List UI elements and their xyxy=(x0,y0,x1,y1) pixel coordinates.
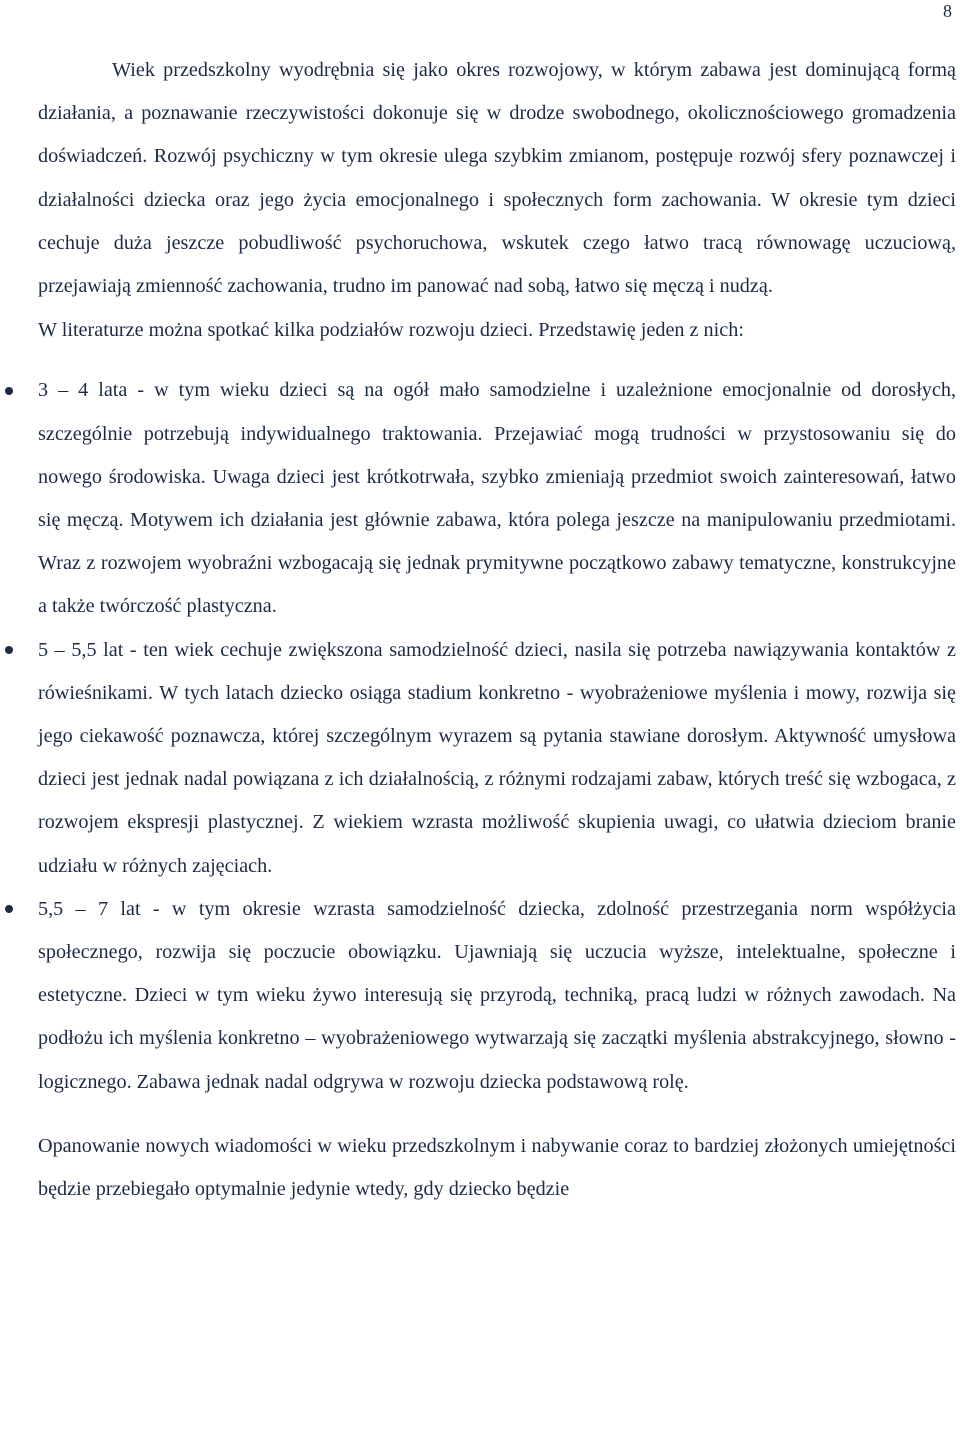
bullet-icon xyxy=(5,369,14,412)
list-item-stage-3 xyxy=(38,888,956,1104)
list-item-text: 5,5 – 7 lat - w tym okresie wzrasta samodzielność dziecka, zdolność przestrzegania norm współżycia społecznego, rozwija się poczucie obowiązku. Ujawniają się uczucia wyższe, intelektualne, społeczne i estetyczne. Dzieci w tym wieku żywo interesują się przyrodą, techniką, pracą ludzi w różnych zawodach. Na podłożu ich myślenia konkretno – wyobrażeniowego wytwarzają się zaczątki myślenia abstrakcyjnego, słowno - logicznego. Zabawa jednak nadal odgrywa w rozwoju dziecka podstawową rolę. xyxy=(38,897,956,1093)
closing-paragraph: Opanowanie nowych wiadomości w wieku przedszkolnym i nabywanie coraz to bardziej złożonych umiejętności będzie przebiegało optymalnie jedynie wtedy, gdy dziecko będzie xyxy=(38,1134,956,1201)
list-item-stage-1 xyxy=(38,369,956,628)
document-body xyxy=(38,49,956,1211)
development-stages-list xyxy=(38,369,956,1103)
list-item-text: 5 – 5,5 lat - ten wiek cechuje zwiększona samodzielność dzieci, nasila się potrzeba nawiązywania kontaktów z rówieśnikami. W tych latach dziecko osiąga stadium konkretno - wyobrażeniowe myślenia i mowy, rozwija się jego ciekawość poznawcza, której szczególnym wyrazem są pytania stawiane dorosłym. Aktywność umysłowa dzieci jest jednak nadal powiązana z ich działalnością, z różnymi rodzajami zabaw, których treść się wzbogaca, z rozwojem ekspresji plastycznej. Z wiekiem wzrasta możliwość skupienia uwagi, co ułatwia dzieciom branie udziału w różnych zajęciach. xyxy=(38,638,956,877)
page-number: 8 xyxy=(943,1,952,21)
lead-paragraph: W literaturze można spotkać kilka podziałów rozwoju dzieci. Przedstawię jeden z nich: xyxy=(38,319,744,342)
list-item-stage-2 xyxy=(38,629,956,888)
intro-paragraph: Wiek przedszkolny wyodrębnia się jako okres rozwojowy, w którym zabawa jest dominującą formą działania, a poznawanie rzeczywistości dokonuje się w drodze swobodnego, okolicznościowego gromadzenia doświadczeń. Rozwój psychiczny w tym okresie ulega szybkim zmianom, postępuje rozwój sfery poznawczej i działalności dziecka oraz jego życia emocjonalnego i społecznych form zachowania. W okresie tym dzieci cechuje duża jeszcze pobudliwość psychoruchowa, wskutek czego łatwo tracą równowagę uczuciową, przejawiają zmienność zachowania, trudno im panować nad sobą, łatwo się męczą i nudzą. xyxy=(38,59,956,298)
bullet-icon xyxy=(5,888,14,931)
bullet-icon xyxy=(5,629,14,672)
list-item-text: 3 – 4 lata - w tym wieku dzieci są na ogół mało samodzielne i uzależnione emocjonalnie od dorosłych, szczególnie potrzebują indywidualnego traktowania. Przejawiać mogą trudności w przystosowaniu się do nowego środowiska. Uwaga dzieci jest krótkotrwała, szybko zmieniają przedmiot swoich zainteresowań, łatwo się męczą. Motywem ich działania jest głównie zabawa, która polega jeszcze na manipulowaniu przedmiotami. Wraz z rozwojem wyobraźni wzbogacają się jednak prymitywne początkowo zabawy tematyczne, konstrukcyjne a także twórczość plastyczna. xyxy=(38,379,956,618)
